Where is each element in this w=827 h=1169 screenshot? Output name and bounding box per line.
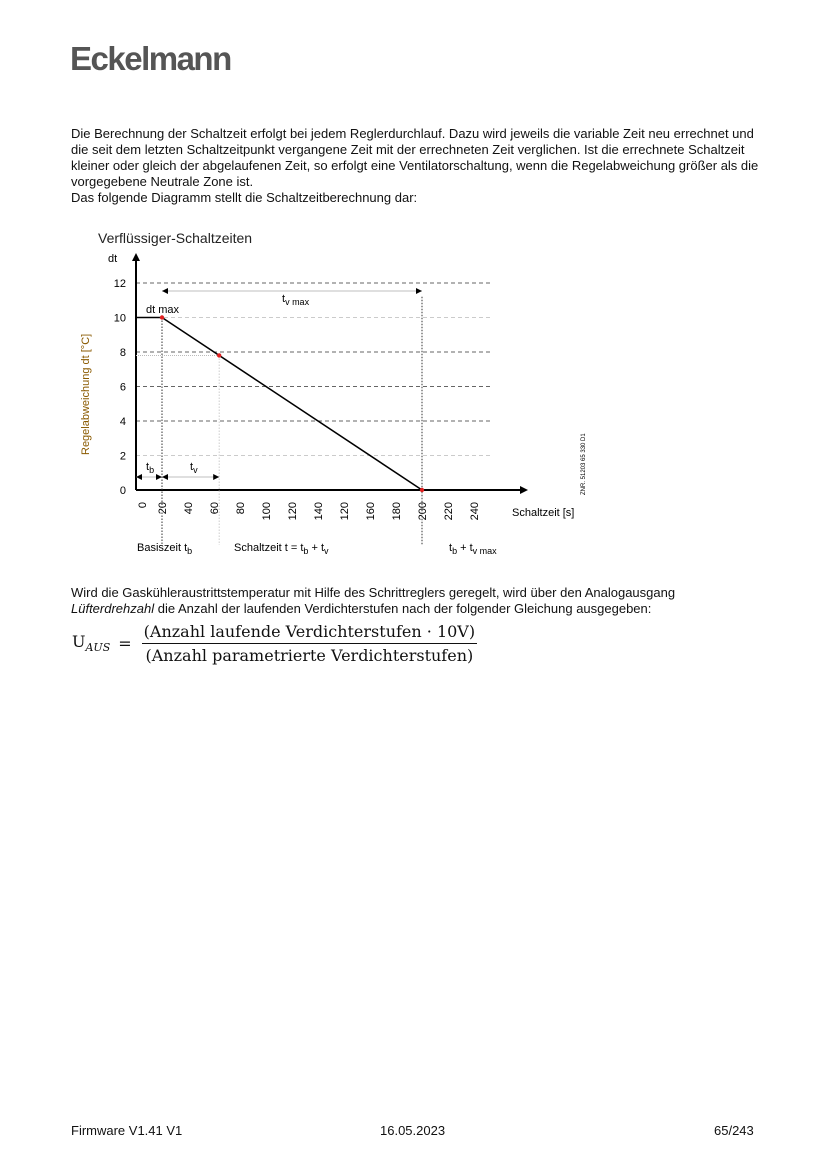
drawing-number: ZNR. 51203 65 330 D1 bbox=[581, 433, 587, 495]
x-tick-label: 120 bbox=[287, 502, 299, 521]
tvmax-label: $t_{v max}$ bbox=[282, 293, 310, 307]
intro-paragraph bbox=[71, 126, 761, 206]
formula-lhs: $U_{AUS}$ bbox=[72, 632, 111, 655]
x-tick-label: 160 bbox=[365, 502, 377, 521]
schaltzeit-label: Schaltzeit $t = t_b + t_v$ bbox=[234, 542, 329, 556]
x-tick-label: 220 bbox=[443, 502, 455, 521]
y-axis-arrow bbox=[132, 253, 140, 261]
x-tick-label: 60 bbox=[209, 502, 221, 515]
tv-dimension-arrow bbox=[213, 474, 219, 480]
x-tick-label: 120 bbox=[339, 502, 351, 521]
tb-label: $t_b$ bbox=[146, 461, 155, 475]
end-time-label: $t_b + t_{v max}$ bbox=[449, 542, 497, 556]
intro-text: Die Berechnung der Schaltzeit erfolgt bei jedem Reglerdurchlauf. Dazu wird jeweils die variable Zeit neu errechnet und die seit dem letzten Schaltzeitpunkt vergangene Zeit mit der errechneten Zeit verglichen. Ist die errechnete Schaltzeit kleiner oder gleich der abgelaufenen Zeit, so erfolgt eine Ventilatorschaltung, wenn die Regelabweichung größer als die vorgegebene Neutrale Zone ist. bbox=[71, 126, 759, 189]
formula-equals: = bbox=[118, 634, 132, 653]
series-line bbox=[136, 318, 422, 491]
y-tick-label: 10 bbox=[113, 312, 126, 325]
tvmax-dimension-arrow bbox=[162, 288, 168, 294]
x-tick-label: 180 bbox=[391, 502, 403, 521]
y-tick-label: 0 bbox=[119, 485, 126, 497]
x-tick-label: 240 bbox=[469, 502, 481, 521]
x-tick-label: 20 bbox=[157, 502, 169, 515]
x-tick-label: 40 bbox=[183, 502, 195, 515]
basiszeit-label: Basiszeit $t_b$ bbox=[137, 542, 193, 556]
y-axis-label: Regelabweichung dt [°C] bbox=[80, 333, 92, 455]
x-axis-label: Schaltzeit [s] bbox=[512, 507, 575, 519]
chart-title: Verflüssiger-Schaltzeiten bbox=[98, 230, 253, 246]
y-tick-label: 4 bbox=[119, 416, 126, 428]
eckelmann-logo: Eckelmann bbox=[70, 40, 231, 77]
x-tick-label: 80 bbox=[235, 502, 247, 515]
y-tick-label: 2 bbox=[119, 450, 126, 463]
tv-label: $t_v$ bbox=[190, 461, 198, 475]
y-tick-label: 12 bbox=[113, 278, 126, 290]
footer-page: 65/243 bbox=[714, 1123, 754, 1138]
formula-fraction bbox=[142, 622, 477, 665]
dt-max-label: dt max bbox=[146, 304, 180, 316]
x-tick-label: 200 bbox=[417, 502, 429, 521]
tvmax-dimension-arrow bbox=[416, 288, 422, 294]
p2-text-a: Wird die Gaskühleraustrittstemperatur mit Hilfe des Schrittreglers geregelt, wird über den Analogausgang bbox=[71, 585, 676, 600]
formula-numerator: (Anzahl laufende Verdichterstufen · 10V) bbox=[142, 622, 477, 644]
y-axis-name: dt bbox=[108, 253, 118, 265]
formula bbox=[72, 622, 477, 665]
footer-date: 16.05.2023 bbox=[380, 1123, 446, 1138]
p2-text-b: die Anzahl der laufenden Verdichterstufen nach der folgender Gleichung ausgegeben: bbox=[154, 601, 652, 616]
footer-version: Firmware V1.41 V1 bbox=[71, 1123, 183, 1138]
x-tick-label: 100 bbox=[261, 502, 273, 521]
y-tick-label: 8 bbox=[119, 347, 126, 359]
switching-time-chart bbox=[70, 225, 600, 565]
x-axis-arrow bbox=[520, 486, 528, 494]
data-point bbox=[420, 488, 424, 492]
tv-dimension-arrow bbox=[162, 474, 168, 480]
formula-denominator: (Anzahl parametrierte Verdichterstufen) bbox=[145, 646, 474, 665]
gas-cooler-paragraph bbox=[71, 585, 761, 617]
p2-italic: Lüfterdrehzahl bbox=[71, 601, 155, 616]
diagram-intro-text: Das folgende Diagramm stellt die Schaltzeitberechnung dar: bbox=[71, 190, 418, 205]
x-tick-label: 140 bbox=[313, 502, 325, 521]
x-tick-label: 0 bbox=[137, 502, 149, 509]
tb-dimension-arrow bbox=[156, 474, 162, 480]
data-point bbox=[217, 353, 221, 357]
y-tick-label: 6 bbox=[119, 381, 126, 394]
